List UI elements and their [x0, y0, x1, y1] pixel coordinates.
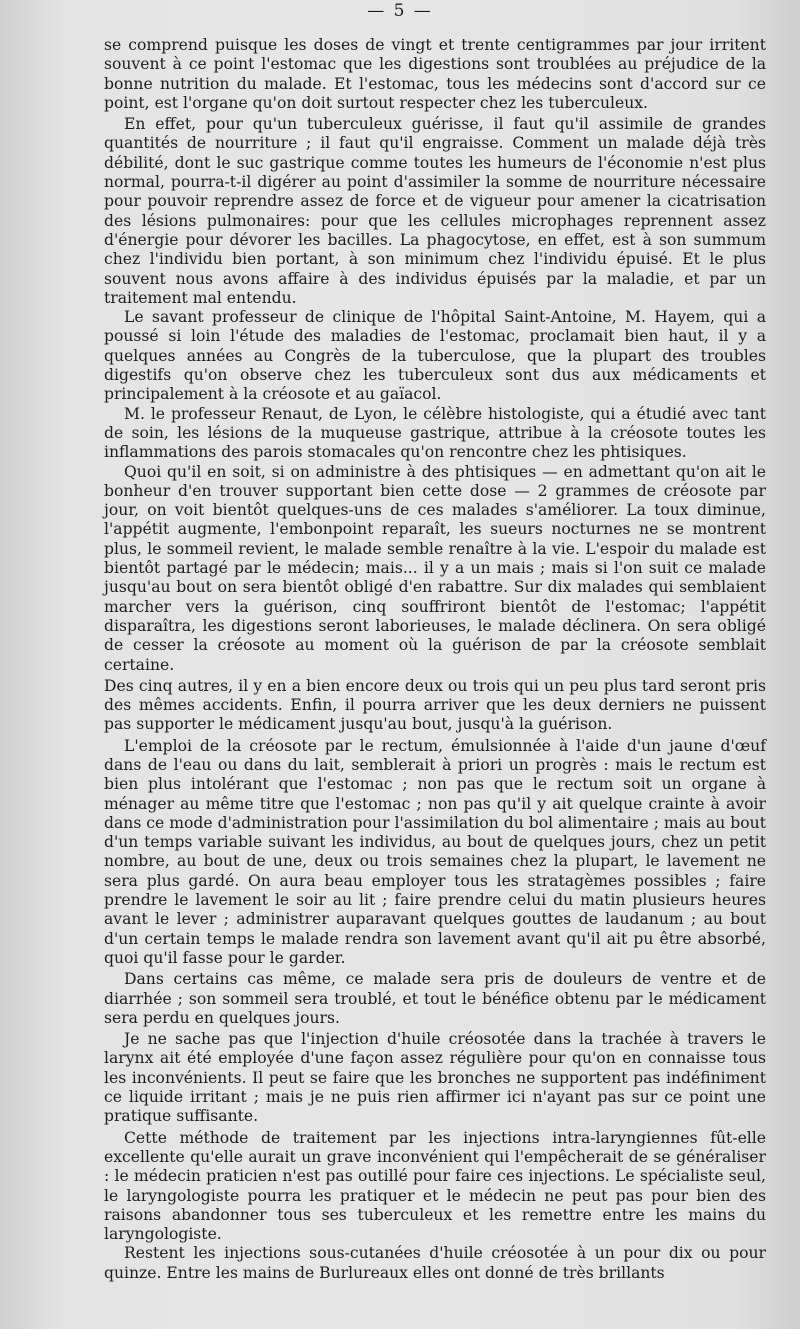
paragraph: se comprend puisque les doses de vingt et trente centigrammes par jour irritent souvent à ce point l'estomac que les digestions sont troublées au préjudice de la bonne nutrition du malade. Et l'estomac, tous les médecins sont d'accord sur ce point, est l'organe qu'on doit surtout respecter chez les tuberculeux.: [104, 36, 766, 112]
paragraph: L'emploi de la créosote par le rectum, émulsionnée à l'aide d'un jaune d'œuf dans de l'eau ou dans du lait, semblerait à priori un progrès : mais le rectum est bien plus intolérant que l'estomac ; non pas que le rectum soit un organe à ménager au même titre que l'estomac ; non pas qu'il y ait quelque crainte à avoir dans ce mode d'administration pour l'assimilation du bol alimentaire ; mais au bout d'un temps variable suivant les individus, au bout de quelques jours, chez un petit nombre, au bout de une, deux ou trois semaines chez la plupart, le lavement ne sera plus gardé. On aura beau employer tous les stratagèmes possibles ; faire prendre le lavement le soir au lit ; faire prendre celui du matin plusieurs heures avant le lever ; administrer auparavant quelques gouttes de laudanum ; au bout d'un certain temps le malade rendra son lavement avant qu'il ait pu être absorbé, quoi qu'il fasse pour le garder.: [104, 736, 766, 967]
page-number: — 5 —: [367, 1, 433, 21]
paragraph: Le savant professeur de clinique de l'hôpital Saint-Antoine, M. Hayem, qui a poussé si loin l'étude des maladies de l'estomac, proclamait bien haut, il y a quelques années au Congrès de la tuberculose, que la plupart des troubles digestifs qu'on observe chez les tuberculeux sont dus aux médicaments et principalement à la créosote et au gaïacol.: [104, 308, 766, 404]
paragraph: M. le professeur Renaut, de Lyon, le célèbre histologiste, qui a étudié avec tant de soin, les lésions de la muqueuse gastrique, attribue à la créosote toutes les inflammations des parois stomacales qu'on rencontre chez les phtisiques.: [104, 404, 766, 462]
paragraph: Dans certains cas même, ce malade sera pris de douleurs de ventre et de diarrhée ; son sommeil sera troublé, et tout le bénéfice obtenu par le médicament sera perdu en quelques jours.: [104, 970, 766, 1027]
paragraph: Restent les injections sous-cutanées d'huile créosotée à un pour dix ou pour quinze. Entre les mains de Burlureaux elles ont donné de très brillants: [104, 1244, 766, 1282]
paragraph: En effet, pour qu'un tuberculeux guérisse, il faut qu'il assimile de grandes quantités de nourriture ; il faut qu'il engraisse. Comment un malade déjà très débilité, dont le suc gastrique comme toutes les humeurs de l'économie n'est plus normal, pourra-t-il digérer au point d'assimiler la somme de nourriture nécessaire pour pouvoir reprendre assez de force et de vigueur pour amener la cicatrisation des lésions pulmonaires: pour que les cellules microphages reprennent assez d'énergie pour dévorer les bacilles. La phagocytose, en effet, est à son summum chez l'individu bien portant, à son minimum chez l'individu épuisé. Et le plus souvent nous avons affaire à des individus épuisés par la maladie, et par un traitement mal entendu.: [104, 115, 766, 307]
paragraph: Des cinq autres, il y en a bien encore deux ou trois qui un peu plus tard seront pris des mêmes accidents. Enfin, il pourra arriver que les deux derniers ne puissent pas supporter le médicament jusqu'au bout, jusqu'à la guérison.: [104, 676, 766, 734]
paragraph: Quoi qu'il en soit, si on administre à des phtisiques — en admettant qu'on ait le bonheur d'en trouver supportant bien cette dose — 2 grammes de créosote par jour, on voit bientôt quelques-uns de ces malades s'améliorer. La toux diminue, l'appétit augmente, l'embonpoint reparaît, les sueurs nocturnes ne se montrent plus, le sommeil revient, le malade semble renaître à la vie. L'espoir du malade est bientôt partagé par le médecin; mais... il y a un mais ; mais si l'on suit ce malade jusqu'au bout on sera bientôt obligé d'en rabattre. Sur dix malades qui semblaient marcher vers la guérison, cinq souffriront bientôt de l'estomac; l'appétit disparaîtra, les digestions seront laborieuses, le malade déclinera. On sera obligé de cesser la créosote au moment où la guérison de par la créosote semblait certaine.: [104, 462, 766, 674]
paragraph: Je ne sache pas que l'injection d'huile créosotée dans la trachée à travers le larynx ait été employée d'une façon assez régulière pour qu'on en connaisse tous les inconvénients. Il peut se faire que les bronches ne supportent pas indéfiniment ce liquide irritant ; mais je ne puis rien affirmer ici n'ayant pas sur ce point une pratique suffisante.: [104, 1030, 766, 1126]
paragraph: Cette méthode de traitement par les injections intra-laryngiennes fût-elle excellente qu'elle aurait un grave inconvénient qui l'empêcherait de se généraliser : le médecin praticien n'est pas outillé pour faire ces injections. Le spécialiste seul, le laryngologiste pourra les pratiquer et le médecin ne peut pas pour bien des raisons abandonner tous ses tuberculeux et les remettre entre les mains du laryngologiste.: [104, 1128, 766, 1244]
body-text: [104, 36, 766, 1283]
